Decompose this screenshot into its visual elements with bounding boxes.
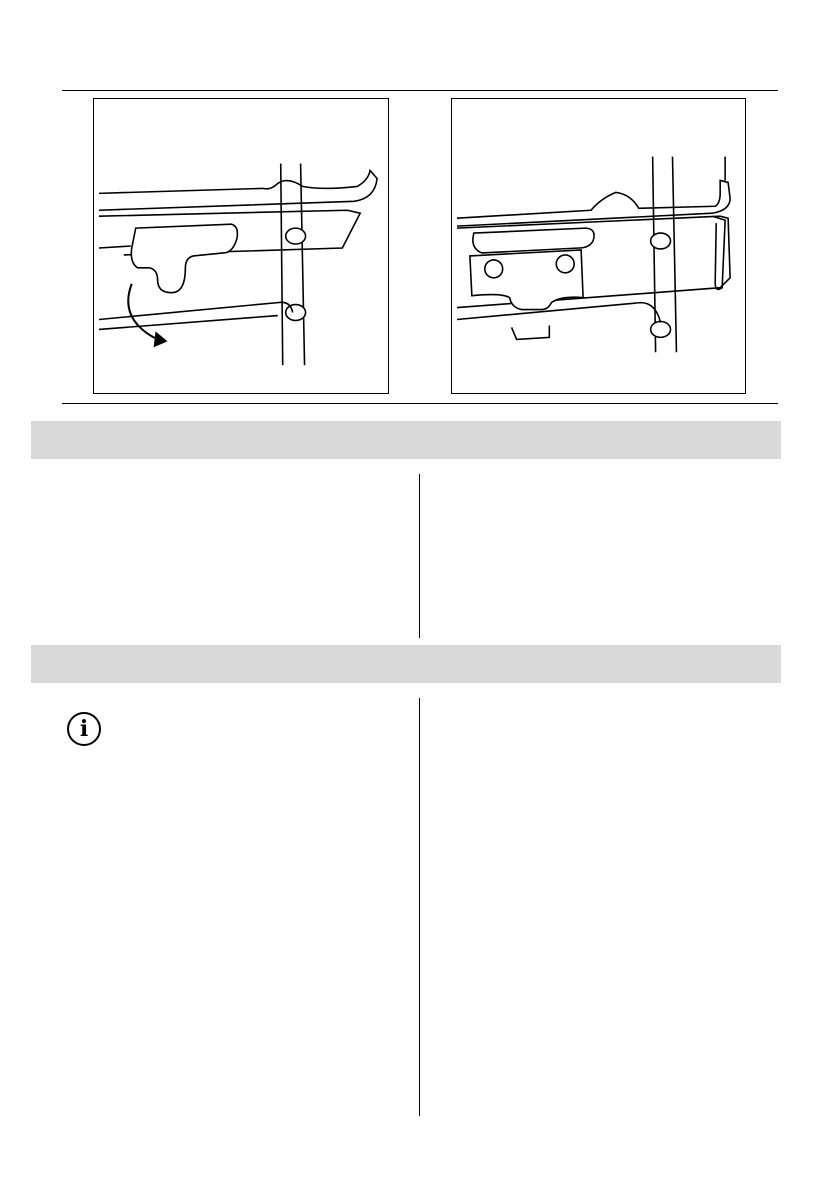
figure-shelf-support-installed (451, 98, 746, 394)
section-1-header (31, 421, 781, 459)
header-rule (62, 90, 778, 91)
section-2-column-divider (419, 698, 420, 1116)
figure-shelf-support-removal (93, 98, 389, 394)
section-1-column-divider (419, 474, 420, 638)
figure-bottom-rule (62, 403, 778, 404)
shelf-rail-illustration-2 (452, 99, 745, 393)
shelf-rail-illustration-1 (94, 99, 388, 393)
info-icon-glyph: i (79, 716, 89, 742)
info-icon (67, 712, 101, 746)
section-2-header (31, 645, 781, 683)
